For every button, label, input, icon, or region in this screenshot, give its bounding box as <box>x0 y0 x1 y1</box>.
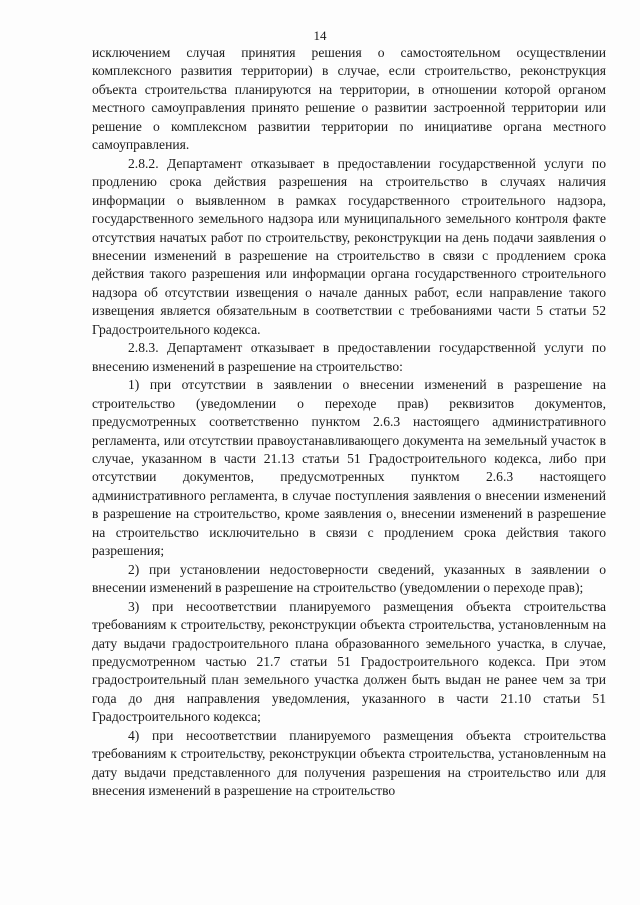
list-item-1: 1) при отсутствии в заявлении о внесении изменений в разрешение на строительство (уведомлении о переходе прав) реквизитов документов, предусмотренных соответственно пунктом 2.6.3 настоящего административного регламента, или отсутствии правоустанавливающего документа на земельный участок в случае, указанном в части 21.13 статьи 51 Градостроительного кодекса, либо при отсутствии документов, предусмотренных пунктом 2.6.3 настоящего административного регламента, в случае поступления заявления о внесении изменений в разрешение на строительство, кроме заявления о, внесении изменений в разрешение на строительство исключительно в связи с продлением срока действия такого разрешения; <box>92 377 606 559</box>
list-item-4: 4) при несоответствии планируемого размещения объекта строительства требованиям к строительству, реконструкции объекта строительства, установленным на дату выдачи представленного для получения разрешения на строительство или для внесения изменений в разрешение на строительство <box>92 727 606 799</box>
document-body <box>92 44 606 801</box>
list-item-2: 2) при установлении недостоверности сведений, указанных в заявлении о внесении изменений в разрешение на строительство (уведомлении о переходе прав); <box>92 561 606 596</box>
paragraph-continuation: исключением случая принятия решения о самостоятельном осуществлении комплексного развития территории) в случае, если строительство, реконструкция объекта строительства планируются на территории, в отношении которой органом местного самоуправления принято решение о развитии застроенной территории или решение о комплексном развитии территории по инициативе органа местного самоуправления. <box>92 45 606 153</box>
list-item-3: 3) при несоответствии планируемого размещения объекта строительства требованиям к строительству, реконструкции объекта строительства, установленным на дату выдачи градостроительного плана образованного земельного участка, в случае, предусмотренном частью 21.7 статьи 51 Градостроительного кодекса. При этом градостроительный план земельного участка должен быть выдан не ранее чем за три года до дня направления уведомления, указанного в части 21.10 статьи 51 Градостроительного кодекса; <box>92 598 606 725</box>
page-number: 14 <box>313 28 327 43</box>
paragraph-2-8-3: 2.8.3. Департамент отказывает в предоставлении государственной услуги по внесению изменений в разрешение на строительство: <box>92 340 606 374</box>
paragraph-2-8-2: 2.8.2. Департамент отказывает в предоставлении государственной услуги по продлению срока действия разрешения на строительство в случаях наличия информации о выявленном в рамках государственного строительного надзора, государственного земельного надзора или муниципального земельного контроля факте отсутствия начатых работ по строительству, реконструкции на день подачи заявления о внесении изменений в разрешение на строительство в связи с продлением срока действия такого разрешения или информации органа государственного строительного надзора об отсутствии извещения о начале данных работ, если направление такого извещения является обязательным в соответствии с требованиями части 5 статьи 52 Градостроительного кодекса. <box>92 155 606 337</box>
